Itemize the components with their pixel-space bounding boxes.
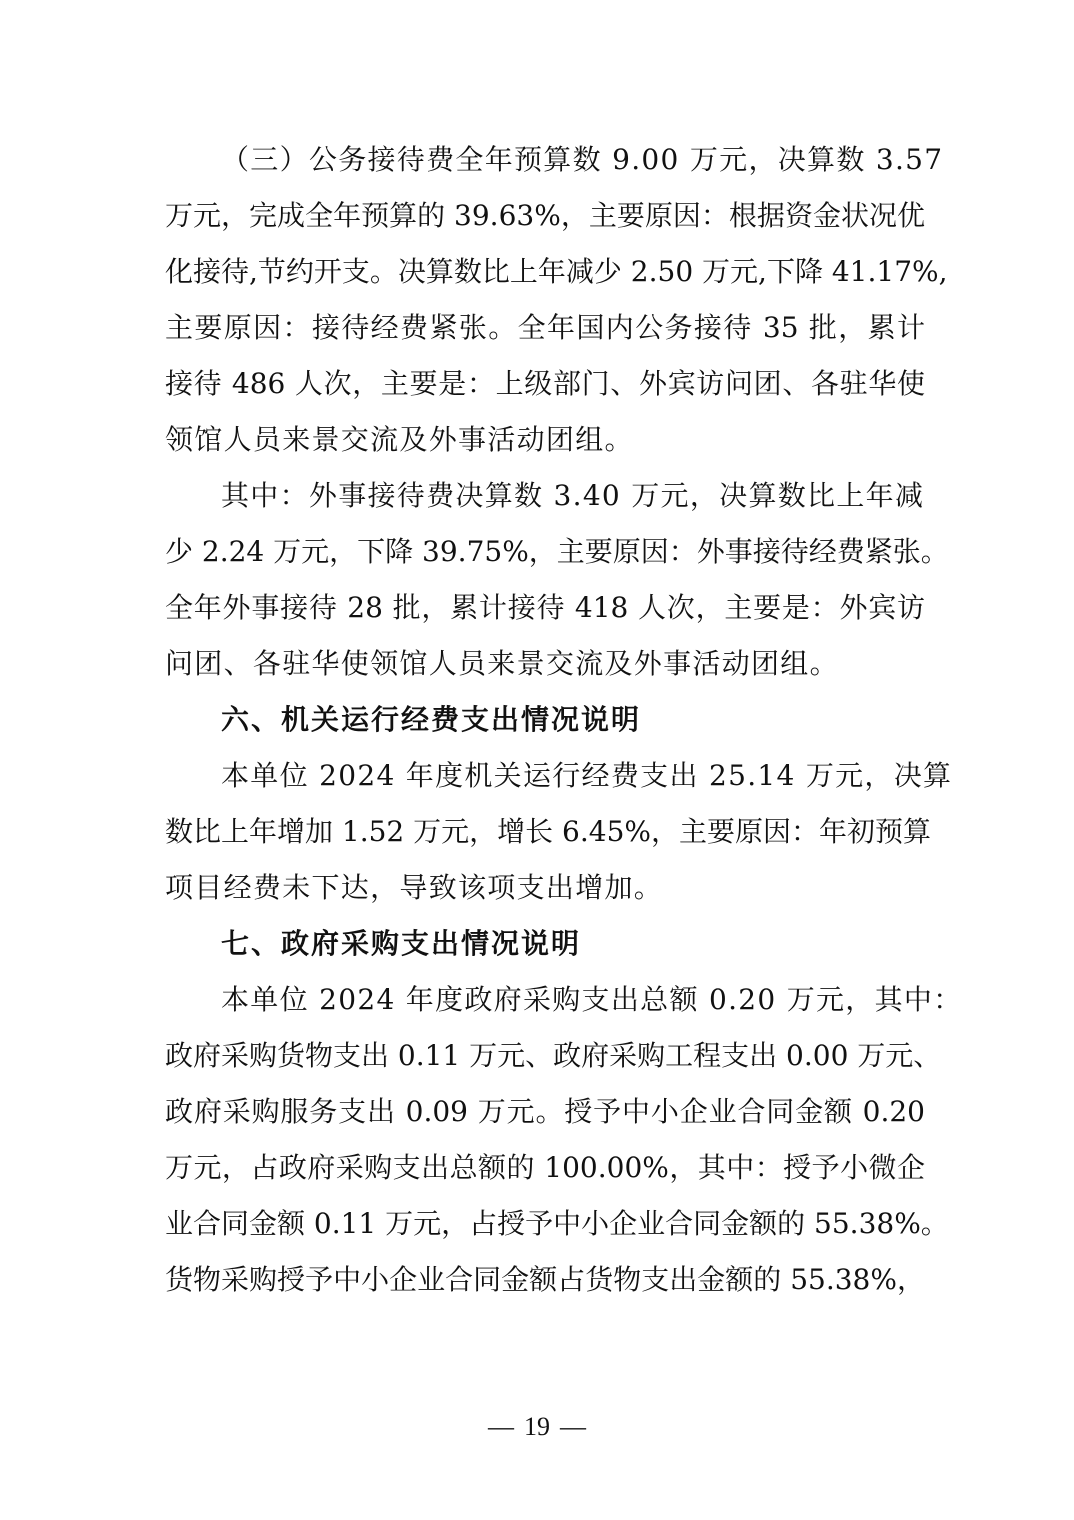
page-number-dash-left: — — [488, 1412, 514, 1441]
paragraph-line: 少 2.24 万元，下降 39.75%，主要原因：外事接待经费紧张。 — [165, 535, 949, 568]
section-heading: 六、机关运行经费支出情况说明 — [221, 703, 642, 736]
paragraph-line: 政府采购货物支出 0.11 万元、政府采购工程支出 0.00 万元、 — [165, 1039, 942, 1072]
paragraph-line: 货物采购授予中小企业合同金额占货物支出金额的 55.38%， — [165, 1263, 925, 1296]
page-number — [0, 1410, 1074, 1444]
paragraph-line: 接待 486 人次，主要是：上级部门、外宾访问团、各驻华使 — [165, 367, 925, 400]
section-heading: 七、政府采购支出情况说明 — [221, 927, 582, 960]
paragraph-line: 万元，占政府采购支出总额的 100.00%，其中：授予小微企 — [165, 1151, 925, 1184]
paragraph-line: 本单位 2024 年度机关运行经费支出 25.14 万元，决算 — [221, 759, 953, 792]
paragraph-line: 万元，完成全年预算的 39.63%，主要原因：根据资金状况优 — [165, 199, 925, 232]
paragraph-line: 政府采购服务支出 0.09 万元。授予中小企业合同金额 0.20 — [165, 1095, 925, 1128]
page-number-value: 19 — [524, 1412, 550, 1441]
paragraph-line: 全年外事接待 28 批，累计接待 418 人次，主要是：外宾访 — [165, 591, 925, 624]
page-number-dash-right: — — [560, 1412, 586, 1441]
paragraph-line: 业合同金额 0.11 万元，占授予中小企业合同金额的 55.38%。 — [165, 1207, 949, 1240]
paragraph-line: 化接待,节约开支。决算数比上年减少 2.50 万元,下降 41.17%, — [165, 255, 948, 288]
paragraph-line: （三）公务接待费全年预算数 9.00 万元，决算数 3.57 — [221, 143, 944, 176]
paragraph-line: 领馆人员来景交流及外事活动团组。 — [165, 423, 634, 456]
paragraph-line: 数比上年增加 1.52 万元，增长 6.45%，主要原因：年初预算 — [165, 815, 931, 848]
paragraph-line: 项目经费未下达，导致该项支出增加。 — [165, 871, 664, 904]
paragraph-line: 其中：外事接待费决算数 3.40 万元，决算数比上年减 — [221, 479, 925, 512]
paragraph-line: 主要原因：接待经费紧张。全年国内公务接待 35 批，累计 — [165, 311, 925, 344]
paragraph-line: 本单位 2024 年度政府采购支出总额 0.20 万元，其中： — [221, 983, 963, 1016]
paragraph-line: 问团、各驻华使领馆人员来景交流及外事活动团组。 — [165, 647, 839, 680]
